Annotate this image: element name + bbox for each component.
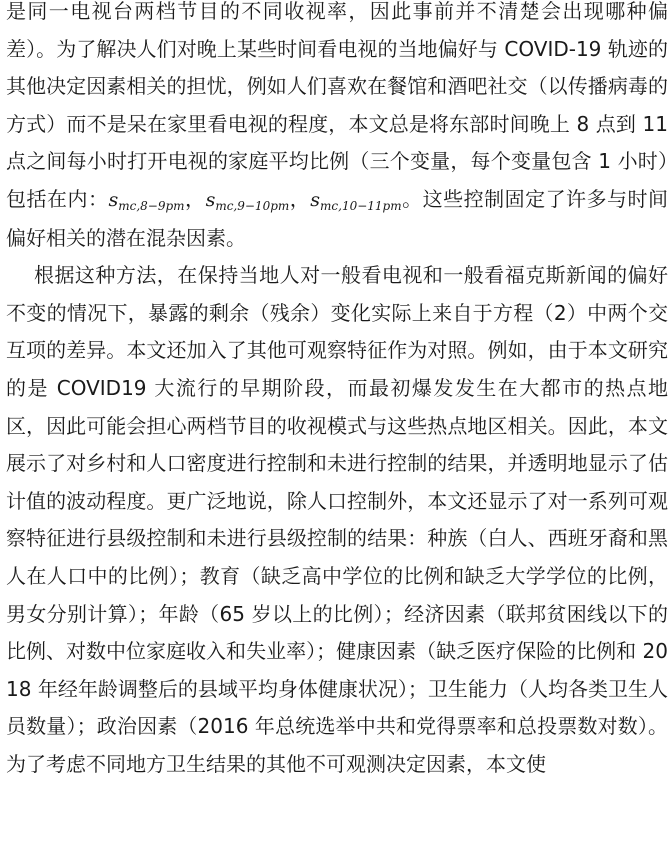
math-variable-8-9pm: $s_{mc,8-9pm}$ <box>108 188 185 213</box>
math-variable-10-11pm: $s_{mc,10-11pm}$ <box>310 188 402 213</box>
math-separator: ， <box>289 186 311 211</box>
paragraph-1-text-a: 是同一电视台两档节目的不同收视率，因此事前并不清楚会出现哪种偏差）。为了解决人们对晚上某些时间看电视的当地偏好与 COVID-19 轨迹的其他决定因素相关的担忧，例如人们喜欢在餐馆和酒吧社交（以传播病毒的方式）而不是呆在家里看电视的程度，本文总是将东部时间晚上 8 点到 11 点之间每小时打开电视的家庭平均比例（三个变量，每个变量包含 1 小时）包括在内： <box>6 0 668 211</box>
paragraph-2: 根据这种方法，在保持当地人对一般看电视和一般看福克斯新闻的偏好不变的情况下，暴露的剩余（残余）变化实际上来自于方程（2）中两个交互项的差异。本文还加入了其他可观察特征作为对照。例如，由于本文研究的是 COVID19 大流行的早期阶段，而最初爆发发生在大都市的热点地区，因此可能会担心两档节目的收视模式与这些热点地区相关。因此，本文展示了对乡村和人口密度进行控制和未进行控制的结果，并透明地显示了估计值的波动程度。更广泛地说，除人口控制外，本文还显示了对一系列可观察特征进行县级控制和未进行县级控制的结果：种族（白人、西班牙裔和黑人在人口中的比例）；教育（缺乏高中学位的比例和缺乏大学学位的比例，男女分别计算）；年龄（65 岁以上的比例）；经济因素（联邦贫困线以下的比例、对数中位家庭收入和失业率）；健康因素（缺乏医疗保险的比例和 2018 年经年龄调整后的县域平均身体健康状况）；卫生能力（人均各类卫生人员数量）；政治因素（2016 年总统选举中共和党得票率和总投票数对数）。为了考虑不同地方卫生结果的其他不可观测决定因素，本文使 <box>6 263 668 776</box>
math-variable-9-10pm: $s_{mc,9-10pm}$ <box>205 188 290 213</box>
math-separator: ， <box>184 186 206 211</box>
paragraph-1 <box>6 0 668 257</box>
paragraph-1-text-b: 。这些控制固定了许多与时间偏好相关的潜在混杂因素。 <box>6 186 669 250</box>
